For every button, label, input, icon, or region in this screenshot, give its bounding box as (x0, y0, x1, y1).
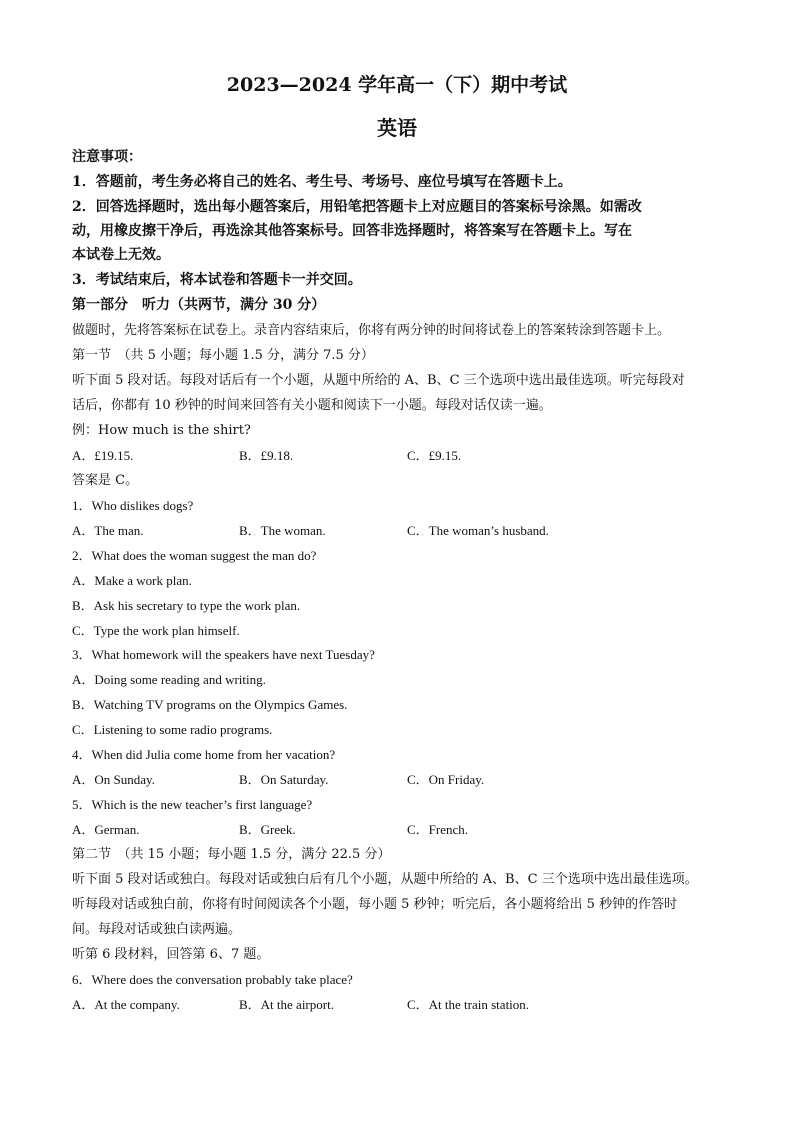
question-4: 4．When did Julia come home from her vacation? (72, 747, 336, 762)
example-answer: 答案是 C。 (72, 473, 139, 488)
section1-heading: 第一节 （共 5 小题；每小题 1.5 分，满分 7.5 分） (72, 348, 374, 363)
example-question: 例：How much is the shirt? (72, 423, 251, 438)
section2-intro-line-1: 听下面 5 段对话或独白。每段对话或独白后有几个小题，从题中所给的 A、B、C 三个选项中选出最佳选项。 (72, 872, 698, 887)
q3-option-a: A．Doing some reading and writing. (72, 672, 266, 687)
q6-option-b: B．At the airport. (239, 997, 334, 1012)
q5-option-b: B．Greek. (239, 822, 296, 837)
q1-option-a: A．The man. (72, 523, 144, 538)
note-1: 1．答题前，考生务必将自己的姓名、考生号、考场号、座位号填写在答题卡上。 (72, 174, 572, 190)
example-option-b: B．£9.18. (239, 448, 294, 463)
note-2-line-1: 2．回答选择题时，选出每小题答案后，用铅笔把答题卡上对应题目的答案标号涂黑。如需改 (72, 199, 642, 215)
q6-option-c: C．At the train station. (407, 997, 530, 1012)
q4-option-a: A．On Sunday. (72, 772, 155, 787)
q5-option-a: A．German. (72, 822, 140, 837)
part1-heading: 第一部分 听力（共两节，满分 30 分） (72, 297, 326, 313)
section2-heading: 第二节 （共 15 小题；每小题 1.5 分，满分 22.5 分） (72, 847, 391, 862)
question-6: 6．Where does the conversation probably take place? (72, 972, 353, 987)
q5-option-c: C．French. (407, 822, 469, 837)
question-5: 5．Which is the new teacher’s first language? (72, 797, 313, 812)
q1-option-c: C．The woman’s husband. (407, 523, 549, 538)
note-2-line-2: 动，用橡皮擦干净后，再选涂其他答案标号。回答非选择题时，将答案写在答题卡上。写在 (72, 223, 632, 239)
material-6-instruction: 听第 6 段材料，回答第 6、7 题。 (72, 947, 270, 962)
q2-option-c: C．Type the work plan himself. (72, 623, 240, 638)
section2-intro-line-3: 间。每段对话或独白读两遍。 (72, 922, 242, 937)
subject-title: 英语 (377, 116, 417, 140)
example-option-a: A．£19.15. (72, 448, 134, 463)
question-1: 1．Who dislikes dogs? (72, 498, 194, 513)
note-2-line-3: 本试卷上无效。 (72, 247, 170, 263)
q4-option-b: B．On Saturday. (239, 772, 329, 787)
q2-option-a: A．Make a work plan. (72, 573, 192, 588)
section1-intro-line-2: 话后，你都有 10 秒钟的时间来回答有关小题和阅读下一小题。每段对话仅读一遍。 (72, 398, 552, 413)
notes-heading: 注意事项： (72, 149, 142, 165)
part1-intro: 做题时，先将答案标在试卷上。录音内容结束后，你将有两分钟的时间将试卷上的答案转涂到答题卡上。 (72, 323, 671, 338)
section1-intro-line-1: 听下面 5 段对话。每段对话后有一个小题，从题中所给的 A、B、C 三个选项中选出最佳选项。听完每段对 (72, 373, 685, 388)
question-2: 2．What does the woman suggest the man do? (72, 548, 317, 563)
exam-title: 2023—2024 学年高一（下）期中考试 (226, 74, 568, 96)
q6-option-a: A．At the company. (72, 997, 180, 1012)
note-3: 3．考试结束后，将本试卷和答题卡一并交回。 (72, 272, 362, 288)
question-3: 3．What homework will the speakers have next Tuesday? (72, 647, 375, 662)
q1-option-b: B．The woman. (239, 523, 326, 538)
q4-option-c: C．On Friday. (407, 772, 485, 787)
q2-option-b: B．Ask his secretary to type the work plan. (72, 598, 301, 613)
example-option-c: C．£9.15. (407, 448, 462, 463)
q3-option-c: C．Listening to some radio programs. (72, 722, 273, 737)
section2-intro-line-2: 听每段对话或独白前，你将有时间阅读各个小题，每小题 5 秒钟；听完后，各小题将给出 5 秒钟的作答时 (72, 897, 678, 912)
q3-option-b: B．Watching TV programs on the Olympics Games. (72, 697, 348, 712)
